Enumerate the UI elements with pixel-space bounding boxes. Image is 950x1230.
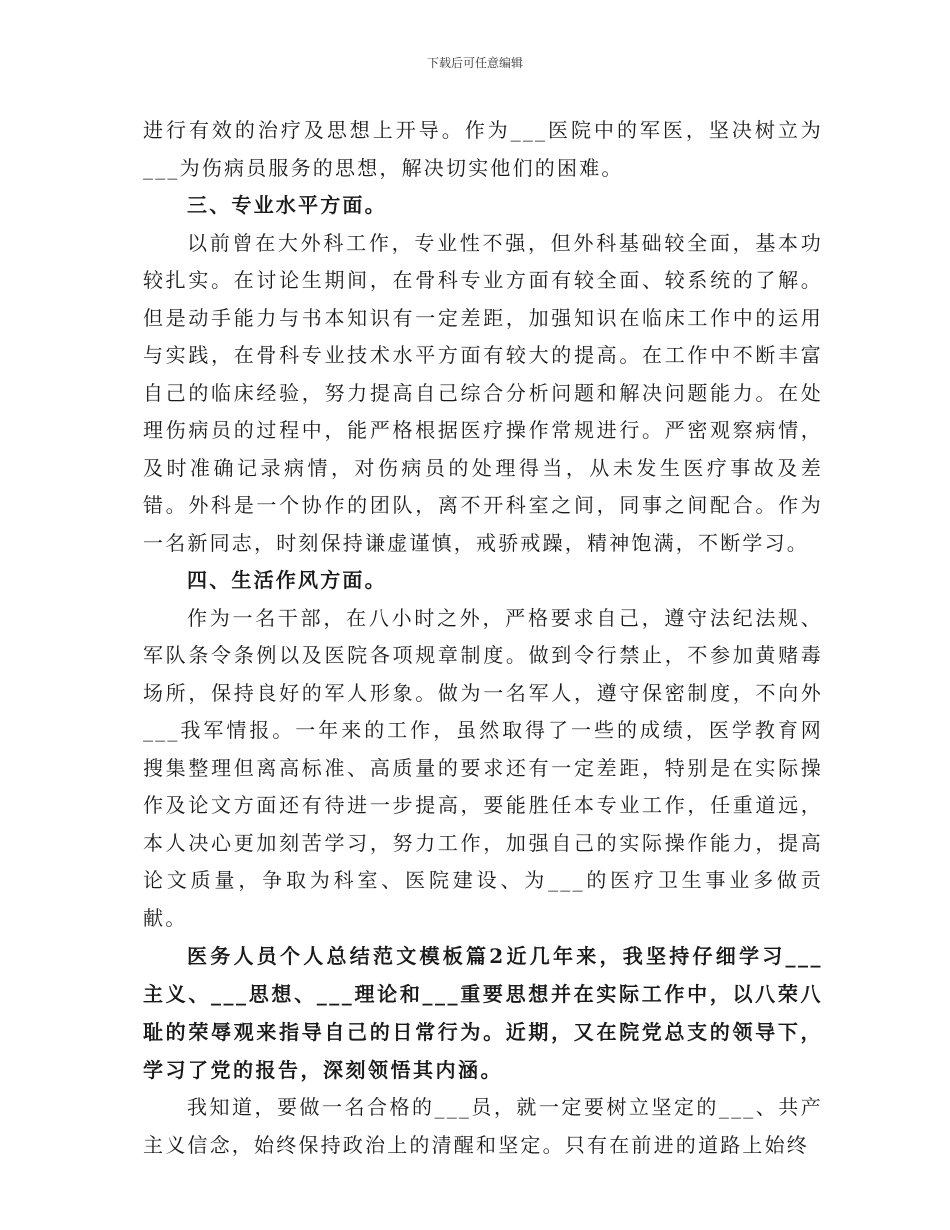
paragraph-lifestyle: 作为一名干部，在八小时之外，严格要求自己，遵守法纪法规、军队条令条例以及医院各项规章制度。做到令行禁止，不参加黄赌毒场所，保持良好的军人形象。做为一名军人，遵守保密制度，不向外___我军情报。一年来的工作，虽然取得了一些的成绩，医学教育网搜集整理但离高标准、高质量的要求还有一定差距，特别是在实际操作及论文方面还有待进一步提高，要能胜任本专业工作，任重道远，本人决心更加刻苦学习，努力工作，加强自己的实际操作能力，提高论文质量，争取为科室、医院建设、为___的医疗卫生事业多做贡献。 xyxy=(143,605,823,930)
paragraph-continuation: 进行有效的治疗及思想上开导。作为___医院中的军医，坚决树立为___为伤病员服务的思想，解决切实他们的困难。 xyxy=(143,118,823,180)
document-body xyxy=(143,112,823,1164)
section-heading-professional-level: 三、专业水平方面。 xyxy=(187,193,387,217)
paragraph-party-member: 我知道，要做一名合格的___员，就一定要树立坚定的___、共产主义信念，始终保持政治上的清醒和坚定。只有在前进的道路上始终 xyxy=(143,1095,823,1157)
paragraph-template-2-intro: 医务人员个人总结范文模板篇2近几年来，我坚持仔细学习___主义、___思想、___理论和___重要思想并在实际工作中，以八荣八耻的荣辱观来指导自己的日常行为。近期，又在院党总支的领导下，学习了党的报告，深刻领悟其内涵。 xyxy=(143,944,823,1082)
paragraph-professional-level: 以前曾在大外科工作，专业性不强，但外科基础较全面，基本功较扎实。在讨论生期间，在骨科专业方面有较全面、较系统的了解。但是动手能力与书本知识有一定差距，加强知识在临床工作中的运用与实践，在骨科专业技术水平方面有较大的提高。在工作中不断丰富自己的临床经验，努力提高自己综合分析问题和解决问题能力。在处理伤病员的过程中，能严格根据医疗操作常规进行。严密观察病情，及时准确记录病情，对伤病员的处理得当，从未发生医疗事故及差错。外科是一个协作的团队，离不开科室之间，同事之间配合。作为一名新同志，时刻保持谦虚谨慎，戒骄戒躁，精神饱满，不断学习。 xyxy=(143,230,823,555)
section-heading-lifestyle: 四、生活作风方面。 xyxy=(187,568,387,592)
page-header-note: 下载后可任意编辑 xyxy=(426,56,523,70)
